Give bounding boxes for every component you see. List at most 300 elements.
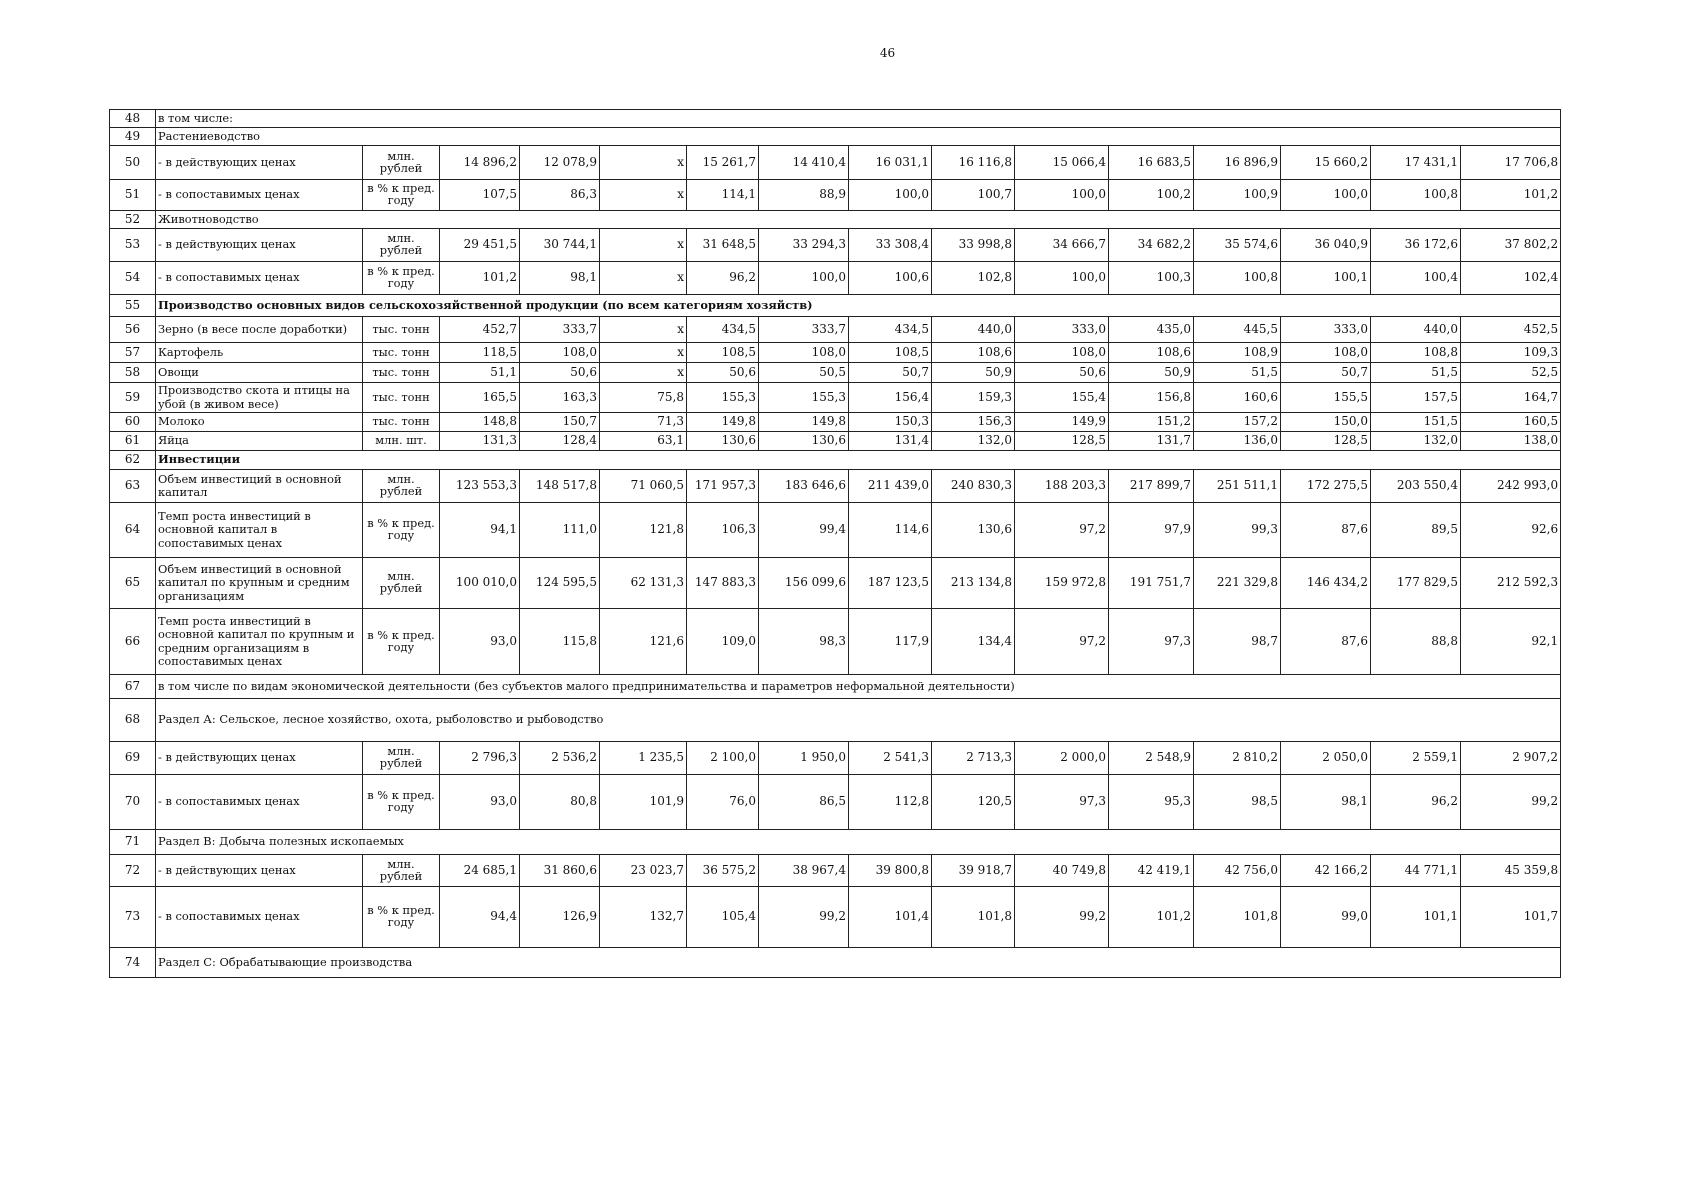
value-cell: 130,6 — [687, 432, 759, 451]
row-number: 72 — [110, 855, 156, 887]
value-cell: 131,4 — [849, 432, 932, 451]
value-cell: 156,3 — [932, 413, 1015, 432]
value-cell: 440,0 — [932, 317, 1015, 343]
value-cell: 42 419,1 — [1109, 855, 1194, 887]
value-cell: 16 116,8 — [932, 146, 1015, 180]
table-row — [110, 470, 1561, 503]
value-cell: 118,5 — [440, 343, 520, 363]
value-cell: 217 899,7 — [1109, 470, 1194, 503]
value-cell: 147 883,3 — [687, 558, 759, 609]
row-number: 66 — [110, 609, 156, 675]
unit-cell: тыс. тонн — [363, 317, 440, 343]
value-cell: 164,7 — [1461, 383, 1561, 413]
value-cell: 251 511,1 — [1194, 470, 1281, 503]
value-cell: 2 810,2 — [1194, 742, 1281, 775]
value-cell: 100,0 — [1281, 180, 1371, 211]
value-cell: 16 031,1 — [849, 146, 932, 180]
table-row — [110, 775, 1561, 830]
value-cell: 105,4 — [687, 887, 759, 948]
table-row — [110, 262, 1561, 295]
value-cell: 156,4 — [849, 383, 932, 413]
group-label: Животноводство — [156, 211, 1561, 229]
value-cell: 100,0 — [1015, 262, 1109, 295]
value-cell: 33 998,8 — [932, 229, 1015, 262]
value-cell: 101,9 — [600, 775, 687, 830]
table-row — [110, 146, 1561, 180]
value-cell: 51,5 — [1194, 363, 1281, 383]
row-number: 56 — [110, 317, 156, 343]
table-row — [110, 558, 1561, 609]
row-number: 57 — [110, 343, 156, 363]
value-cell: 160,6 — [1194, 383, 1281, 413]
value-cell: 149,8 — [759, 413, 849, 432]
value-cell: 36 172,6 — [1371, 229, 1461, 262]
value-cell: 445,5 — [1194, 317, 1281, 343]
value-cell: 128,5 — [1281, 432, 1371, 451]
value-cell: 100,9 — [1194, 180, 1281, 211]
value-cell: 183 646,6 — [759, 470, 849, 503]
value-cell: 242 993,0 — [1461, 470, 1561, 503]
row-number: 63 — [110, 470, 156, 503]
value-cell: 87,6 — [1281, 609, 1371, 675]
unit-cell: млн. рублей — [363, 742, 440, 775]
value-cell: 38 967,4 — [759, 855, 849, 887]
value-cell: 98,5 — [1194, 775, 1281, 830]
row-number: 67 — [110, 675, 156, 699]
value-cell: 148,8 — [440, 413, 520, 432]
row-number: 59 — [110, 383, 156, 413]
row-number: 49 — [110, 128, 156, 146]
value-cell: 452,5 — [1461, 317, 1561, 343]
value-cell: 101,4 — [849, 887, 932, 948]
value-cell: 51,5 — [1371, 363, 1461, 383]
indicator-name: Зерно (в весе после доработки) — [156, 317, 363, 343]
value-cell: 100,4 — [1371, 262, 1461, 295]
value-cell: 15 660,2 — [1281, 146, 1371, 180]
value-cell: 156 099,6 — [759, 558, 849, 609]
value-cell: 107,5 — [440, 180, 520, 211]
value-cell: 117,9 — [849, 609, 932, 675]
table-row — [110, 432, 1561, 451]
value-cell: 45 359,8 — [1461, 855, 1561, 887]
value-cell: 108,9 — [1194, 343, 1281, 363]
value-cell: 71,3 — [600, 413, 687, 432]
unit-cell: в % к пред. году — [363, 262, 440, 295]
unit-cell: в % к пред. году — [363, 887, 440, 948]
table-row — [110, 413, 1561, 432]
value-cell: x — [600, 363, 687, 383]
value-cell: 29 451,5 — [440, 229, 520, 262]
value-cell: 98,3 — [759, 609, 849, 675]
table-row — [110, 317, 1561, 343]
value-cell: 130,6 — [932, 503, 1015, 558]
value-cell: x — [600, 343, 687, 363]
indicator-name: Производство скота и птицы на убой (в живом весе) — [156, 383, 363, 413]
value-cell: 44 771,1 — [1371, 855, 1461, 887]
indicator-name: - в действующих ценах — [156, 146, 363, 180]
value-cell: 130,6 — [759, 432, 849, 451]
value-cell: 39 800,8 — [849, 855, 932, 887]
value-cell: 157,5 — [1371, 383, 1461, 413]
value-cell: 101,8 — [932, 887, 1015, 948]
value-cell: 42 756,0 — [1194, 855, 1281, 887]
value-cell: 100,7 — [932, 180, 1015, 211]
indicator-name: Молоко — [156, 413, 363, 432]
row-number: 50 — [110, 146, 156, 180]
value-cell: 159 972,8 — [1015, 558, 1109, 609]
value-cell: 213 134,8 — [932, 558, 1015, 609]
value-cell: 97,3 — [1015, 775, 1109, 830]
value-cell: 172 275,5 — [1281, 470, 1371, 503]
value-cell: 150,3 — [849, 413, 932, 432]
indicator-name: Картофель — [156, 343, 363, 363]
value-cell: 94,4 — [440, 887, 520, 948]
row-number: 70 — [110, 775, 156, 830]
value-cell: 163,3 — [520, 383, 600, 413]
value-cell: 333,0 — [1015, 317, 1109, 343]
value-cell: 39 918,7 — [932, 855, 1015, 887]
table-row — [110, 451, 1561, 470]
value-cell: 99,2 — [1461, 775, 1561, 830]
value-cell: 2 050,0 — [1281, 742, 1371, 775]
value-cell: 108,0 — [759, 343, 849, 363]
value-cell: 37 802,2 — [1461, 229, 1561, 262]
value-cell: 89,5 — [1371, 503, 1461, 558]
value-cell: 132,0 — [1371, 432, 1461, 451]
value-cell: 33 294,3 — [759, 229, 849, 262]
value-cell: 71 060,5 — [600, 470, 687, 503]
value-cell: 87,6 — [1281, 503, 1371, 558]
value-cell: 155,5 — [1281, 383, 1371, 413]
value-cell: 2 713,3 — [932, 742, 1015, 775]
value-cell: 108,8 — [1371, 343, 1461, 363]
row-number: 52 — [110, 211, 156, 229]
value-cell: 148 517,8 — [520, 470, 600, 503]
value-cell: 23 023,7 — [600, 855, 687, 887]
value-cell: 2 796,3 — [440, 742, 520, 775]
row-number: 69 — [110, 742, 156, 775]
value-cell: 114,6 — [849, 503, 932, 558]
value-cell: 188 203,3 — [1015, 470, 1109, 503]
unit-cell: тыс. тонн — [363, 413, 440, 432]
value-cell: 62 131,3 — [600, 558, 687, 609]
value-cell: 131,3 — [440, 432, 520, 451]
unit-cell: тыс. тонн — [363, 343, 440, 363]
value-cell: 97,9 — [1109, 503, 1194, 558]
value-cell: 156,8 — [1109, 383, 1194, 413]
value-cell: 97,2 — [1015, 609, 1109, 675]
value-cell: 94,1 — [440, 503, 520, 558]
value-cell: 50,6 — [520, 363, 600, 383]
value-cell: 106,3 — [687, 503, 759, 558]
value-cell: 76,0 — [687, 775, 759, 830]
value-cell: 155,3 — [759, 383, 849, 413]
value-cell: 212 592,3 — [1461, 558, 1561, 609]
value-cell: 440,0 — [1371, 317, 1461, 343]
value-cell: 120,5 — [932, 775, 1015, 830]
value-cell: x — [600, 229, 687, 262]
value-cell: 92,6 — [1461, 503, 1561, 558]
value-cell: 100,0 — [849, 180, 932, 211]
value-cell: 17 706,8 — [1461, 146, 1561, 180]
value-cell: 100,8 — [1194, 262, 1281, 295]
value-cell: 80,8 — [520, 775, 600, 830]
value-cell: 99,3 — [1194, 503, 1281, 558]
unit-cell: млн. рублей — [363, 558, 440, 609]
table-row — [110, 887, 1561, 948]
value-cell: 333,7 — [520, 317, 600, 343]
section-heading: Инвестиции — [156, 451, 1561, 470]
unit-cell: в % к пред. году — [363, 503, 440, 558]
value-cell: 102,4 — [1461, 262, 1561, 295]
value-cell: 108,6 — [1109, 343, 1194, 363]
row-number: 61 — [110, 432, 156, 451]
table-row — [110, 675, 1561, 699]
table-row — [110, 363, 1561, 383]
indicator-name: - в сопоставимых ценах — [156, 180, 363, 211]
row-number: 55 — [110, 295, 156, 317]
value-cell: 14 896,2 — [440, 146, 520, 180]
table-row — [110, 229, 1561, 262]
indicator-name: - в действующих ценах — [156, 742, 363, 775]
table-row — [110, 742, 1561, 775]
value-cell: 191 751,7 — [1109, 558, 1194, 609]
value-cell: 15 066,4 — [1015, 146, 1109, 180]
table-row — [110, 609, 1561, 675]
group-label: Раздел C: Обрабатывающие производства — [156, 948, 1561, 978]
value-cell: 16 683,5 — [1109, 146, 1194, 180]
value-cell: 97,2 — [1015, 503, 1109, 558]
table-row — [110, 343, 1561, 363]
value-cell: 108,0 — [520, 343, 600, 363]
value-cell: 452,7 — [440, 317, 520, 343]
row-number: 65 — [110, 558, 156, 609]
unit-cell: млн. рублей — [363, 470, 440, 503]
value-cell: 146 434,2 — [1281, 558, 1371, 609]
unit-cell: млн. рублей — [363, 855, 440, 887]
value-cell: 124 595,5 — [520, 558, 600, 609]
value-cell: 108,5 — [849, 343, 932, 363]
value-cell: 42 166,2 — [1281, 855, 1371, 887]
value-cell: 126,9 — [520, 887, 600, 948]
value-cell: 1 950,0 — [759, 742, 849, 775]
value-cell: 31 648,5 — [687, 229, 759, 262]
section-heading: Производство основных видов сельскохозяйственной продукции (по всем категориям хозяйств) — [156, 295, 1561, 317]
table-row — [110, 180, 1561, 211]
value-cell: 40 749,8 — [1015, 855, 1109, 887]
value-cell: 108,0 — [1015, 343, 1109, 363]
value-cell: 187 123,5 — [849, 558, 932, 609]
value-cell: 36 040,9 — [1281, 229, 1371, 262]
value-cell: 221 329,8 — [1194, 558, 1281, 609]
value-cell: 102,8 — [932, 262, 1015, 295]
value-cell: 123 553,3 — [440, 470, 520, 503]
value-cell: x — [600, 180, 687, 211]
unit-cell: млн. рублей — [363, 146, 440, 180]
value-cell: 109,3 — [1461, 343, 1561, 363]
value-cell: 33 308,4 — [849, 229, 932, 262]
value-cell: 50,5 — [759, 363, 849, 383]
value-cell: x — [600, 146, 687, 180]
value-cell: 171 957,3 — [687, 470, 759, 503]
value-cell: 50,6 — [1015, 363, 1109, 383]
row-number: 58 — [110, 363, 156, 383]
statistics-table — [109, 109, 1561, 978]
row-number: 68 — [110, 699, 156, 742]
value-cell: 99,2 — [1015, 887, 1109, 948]
indicator-name: - в действующих ценах — [156, 229, 363, 262]
value-cell: 100,3 — [1109, 262, 1194, 295]
value-cell: 101,7 — [1461, 887, 1561, 948]
value-cell: 98,7 — [1194, 609, 1281, 675]
indicator-name: - в сопоставимых ценах — [156, 775, 363, 830]
value-cell: 115,8 — [520, 609, 600, 675]
value-cell: 109,0 — [687, 609, 759, 675]
value-cell: 50,7 — [849, 363, 932, 383]
value-cell: 63,1 — [600, 432, 687, 451]
value-cell: 165,5 — [440, 383, 520, 413]
value-cell: 34 682,2 — [1109, 229, 1194, 262]
value-cell: 92,1 — [1461, 609, 1561, 675]
page-number: 46 — [879, 46, 896, 60]
value-cell: 2 100,0 — [687, 742, 759, 775]
value-cell: 88,9 — [759, 180, 849, 211]
value-cell: 100,8 — [1371, 180, 1461, 211]
value-cell: 15 261,7 — [687, 146, 759, 180]
value-cell: 128,4 — [520, 432, 600, 451]
value-cell: 2 559,1 — [1371, 742, 1461, 775]
value-cell: 134,4 — [932, 609, 1015, 675]
value-cell: 100,0 — [759, 262, 849, 295]
group-label: Раздел А: Сельское, лесное хозяйство, охота, рыболовство и рыбоводство — [156, 699, 1561, 742]
row-number: 64 — [110, 503, 156, 558]
value-cell: 112,8 — [849, 775, 932, 830]
value-cell: 149,8 — [687, 413, 759, 432]
value-cell: 101,2 — [1109, 887, 1194, 948]
table-row — [110, 383, 1561, 413]
value-cell: 160,5 — [1461, 413, 1561, 432]
value-cell: 93,0 — [440, 609, 520, 675]
value-cell: 51,1 — [440, 363, 520, 383]
value-cell: 155,4 — [1015, 383, 1109, 413]
row-number: 53 — [110, 229, 156, 262]
value-cell: 95,3 — [1109, 775, 1194, 830]
unit-cell: тыс. тонн — [363, 363, 440, 383]
value-cell: 34 666,7 — [1015, 229, 1109, 262]
value-cell: 155,3 — [687, 383, 759, 413]
unit-cell: в % к пред. году — [363, 609, 440, 675]
indicator-name: Темп роста инвестиций в основной капитал в сопоставимых ценах — [156, 503, 363, 558]
group-label: Раздел B: Добыча полезных ископаемых — [156, 830, 1561, 855]
value-cell: 211 439,0 — [849, 470, 932, 503]
value-cell: 121,6 — [600, 609, 687, 675]
value-cell: 108,6 — [932, 343, 1015, 363]
value-cell: 31 860,6 — [520, 855, 600, 887]
table-row — [110, 503, 1561, 558]
value-cell: 150,0 — [1281, 413, 1371, 432]
value-cell: 333,7 — [759, 317, 849, 343]
value-cell: 101,2 — [440, 262, 520, 295]
indicator-name: - в сопоставимых ценах — [156, 262, 363, 295]
value-cell: 150,7 — [520, 413, 600, 432]
table-row — [110, 128, 1561, 146]
value-cell: 1 235,5 — [600, 742, 687, 775]
indicator-name: - в сопоставимых ценах — [156, 887, 363, 948]
value-cell: 434,5 — [687, 317, 759, 343]
value-cell: 98,1 — [1281, 775, 1371, 830]
value-cell: 138,0 — [1461, 432, 1561, 451]
value-cell: 88,8 — [1371, 609, 1461, 675]
value-cell: 159,3 — [932, 383, 1015, 413]
value-cell: 12 078,9 — [520, 146, 600, 180]
table-row — [110, 830, 1561, 855]
group-label: в том числе по видам экономической деятельности (без субъектов малого предпринимательства и параметров неформальной деятельности) — [156, 675, 1561, 699]
row-number: 60 — [110, 413, 156, 432]
value-cell: 114,1 — [687, 180, 759, 211]
value-cell: 333,0 — [1281, 317, 1371, 343]
value-cell: 2 541,3 — [849, 742, 932, 775]
value-cell: 36 575,2 — [687, 855, 759, 887]
value-cell: 50,7 — [1281, 363, 1371, 383]
value-cell: 24 685,1 — [440, 855, 520, 887]
value-cell: 93,0 — [440, 775, 520, 830]
value-cell: x — [600, 317, 687, 343]
value-cell: 128,5 — [1015, 432, 1109, 451]
value-cell: 100,0 — [1015, 180, 1109, 211]
unit-cell: млн. шт. — [363, 432, 440, 451]
row-number: 54 — [110, 262, 156, 295]
value-cell: 2 000,0 — [1015, 742, 1109, 775]
value-cell: 30 744,1 — [520, 229, 600, 262]
table-row — [110, 948, 1561, 978]
row-number: 62 — [110, 451, 156, 470]
table-row — [110, 699, 1561, 742]
indicator-name: - в действующих ценах — [156, 855, 363, 887]
group-label: Растениеводство — [156, 128, 1561, 146]
value-cell: 2 548,9 — [1109, 742, 1194, 775]
table-row — [110, 110, 1561, 128]
row-number: 51 — [110, 180, 156, 211]
row-number: 48 — [110, 110, 156, 128]
unit-cell: млн. рублей — [363, 229, 440, 262]
value-cell: 86,5 — [759, 775, 849, 830]
value-cell: 2 907,2 — [1461, 742, 1561, 775]
value-cell: 149,9 — [1015, 413, 1109, 432]
value-cell: 86,3 — [520, 180, 600, 211]
indicator-name: Яйца — [156, 432, 363, 451]
value-cell: 108,0 — [1281, 343, 1371, 363]
value-cell: 203 550,4 — [1371, 470, 1461, 503]
unit-cell: в % к пред. году — [363, 180, 440, 211]
value-cell: 136,0 — [1194, 432, 1281, 451]
value-cell: 100,2 — [1109, 180, 1194, 211]
value-cell: 100 010,0 — [440, 558, 520, 609]
value-cell: 17 431,1 — [1371, 146, 1461, 180]
value-cell: 177 829,5 — [1371, 558, 1461, 609]
value-cell: 99,0 — [1281, 887, 1371, 948]
table-row — [110, 295, 1561, 317]
value-cell: 98,1 — [520, 262, 600, 295]
value-cell: 151,5 — [1371, 413, 1461, 432]
value-cell: 132,7 — [600, 887, 687, 948]
value-cell: 434,5 — [849, 317, 932, 343]
value-cell: 99,4 — [759, 503, 849, 558]
value-cell: 101,1 — [1371, 887, 1461, 948]
value-cell: 131,7 — [1109, 432, 1194, 451]
value-cell: 35 574,6 — [1194, 229, 1281, 262]
row-number: 74 — [110, 948, 156, 978]
value-cell: 108,5 — [687, 343, 759, 363]
